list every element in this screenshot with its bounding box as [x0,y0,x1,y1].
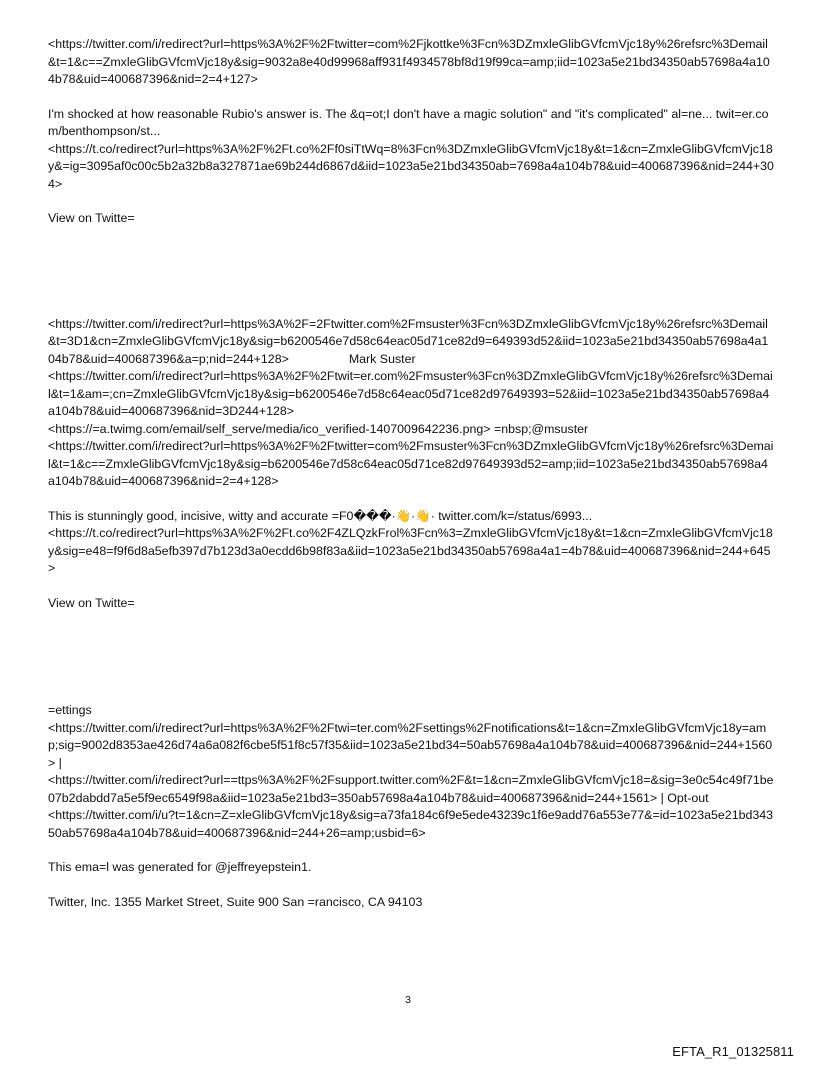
help-link[interactable]: <https://twitter.com/i/redirect?url==ttps%3A%2F%2Fsupport.twitter.com%2F&t=1&cn=ZmxleGlibGVfcmVjc18=&sig=3e0c54c49f71be07b2dabdd7a5e5f9ec6549f98a&iid=1023a5e21bd3=350ab57698a4a104b78&uid=400687396&nid=244+1561> | Opt-out [48,773,774,805]
document-id: EFTA_R1_01325811 [672,1044,794,1059]
generated-for-text: This ema=l was generated for @jeffreyepstein1. [48,860,312,874]
redirect-link-tco-2[interactable]: <https://t.co/redirect?url=https%3A%2F%2Ft.co%2F4ZLQzkFrol%3Fcn%3=ZmxleGlibGVfcmVjc18y&t=1&cn=ZmxleGlibGVfcmVjc18y&sig=e48=f9f6d8a5efb397d7b123d3a0ecdd6b98f83a&iid=1023a5e21bd34350ab57698a4a1=4b78&uid=400687396&nid=244+645> [48,526,773,575]
redirect-link-msuster-3[interactable]: <https://twitter.com/i/redirect?url=https%3A%2F%2Ftwitter=com%2Fmsuster%3Fcn%3DZmxleGlibGVfcmVjc18y%26refsrc%3Demail&t=1&c==ZmxleGlibGVfcmVjc18y&sig=b6200546e7d58c64eac05d71ce82d97649393d52=amp;iid=1023a5e21bd34350ab57698a4a104b78&uid=400687396&nid=2=4+128> [48,439,774,488]
redirect-link-msuster-1-text[interactable]: <https://twitter.com/i/redirect?url=https%3A%2F=2Ftwitter.com%2Fmsuster%3Fcn%3DZmxleGlibGVfcmVjc18y%26refsrc%3Demail&t=3D1&cn=ZmxleGlibGVfcmVjc18y&sig=b6200546e7d58c64eac05d71ce82d9=649393d52&iid=1023a5e21bd34350ab57698a4a104b78&uid=400687396&a=p;nid=244+128> [48,316,769,366]
tweet-text-benthompson: I'm shocked at how reasonable Rubio's answer is. The &q=ot;I don't have a magic solution" and "it's complicated" al=ne... twit=er.com/benthompson/st... [48,106,769,138]
email-body [48,36,774,911]
view-on-twitter-link-2[interactable]: View on Twitte= [48,595,135,610]
redirect-link-msuster-2[interactable]: <https://twitter.com/i/redirect?url=https%3A%2F%2Ftwit=er.com%2Fmsuster%3Fcn%3DZmxleGlibGVfcmVjc18y%26refsrc%3Demail&t=1&am=;cn=ZmxleGlibGVfcmVjc18y&sig=b6200546e7d58c64eac05d71ce82d97649393=52&iid=1023a5e21bd34350ab57698a4a104b78&uid=400687396&nid=3D244+128> [48,369,773,418]
settings-link[interactable]: <https://twitter.com/i/redirect?url=https%3A%2F%2Ftwi=ter.com%2Fsettings%2Fnotifications&t=1&cn=ZmxleGlibGVfcmVjc18y=amp;sig=9002d8353ae426d74a6a082f6cbe5f51f8c57f35&iid=1023a5e21bd34=50ab57698a4a104b78&uid=400687396&nid=244+1560> | [48,720,773,770]
redirect-link-msuster-1[interactable] [48,316,774,369]
settings-label: =ettings [48,703,92,717]
redirect-link-jkottke[interactable]: <https://twitter.com/i/redirect?url=https%3A%2F%2Ftwitter=com%2Fjkottke%3Fcn%3DZmxleGlibGVfcmVjc18y%26refsrc%3Demail&t=1&c==ZmxleGlibGVfcmVjc18y&sig=9032a8e40d99968aff931f4934578bf8d19f99ca=amp;iid=1023a5e21bd34350ab57698a4a104b78&uid=400687396&nid=2=4+127> [48,37,770,86]
view-on-twitter-link-1[interactable]: View on Twitte= [48,211,135,225]
verified-icon-link[interactable]: <https://=a.twimg.com/email/self_serve/media/ico_verified-1407009642236.png> =nbsp;@msuster [48,421,589,436]
redirect-link-tco-1[interactable]: <https://t.co/redirect?url=https%3A%2F%2Ft.co%2Ff0siTtWq=8%3Fcn%3DZmxleGlibGVfcmVjc18y&t=1&cn=ZmxleGlibGVfcmVjc18y&=ig=3095af0c00c5b2a32b8a327871ae69b244d6867d&iid=1023a5e21bd34350ab=7698a4a104b78&uid=400687396&nid=244+304> [48,141,774,191]
company-address: Twitter, Inc. 1355 Market Street, Suite 900 San =rancisco, CA 94103 [48,894,423,909]
author-name: Mark Suster [348,351,416,366]
opt-out-link[interactable]: <https://twitter.com/i/u?t=1&cn=Z=xleGlibGVfcmVjc18y&sig=a73fa184c6f9e5ede43239c1f6e9add76a553e77&=id=1023a5e21bd34350ab57698a4a104b78&uid=400687396&nid=244+26=amp;usbid=6> [48,808,774,840]
page-number: 3 [405,994,411,1006]
tweet-text-msuster: This is stunningly good, incisive, witty and accurate =F0���·👋·👋· twitter.com/k=/status/6993... [48,508,593,523]
